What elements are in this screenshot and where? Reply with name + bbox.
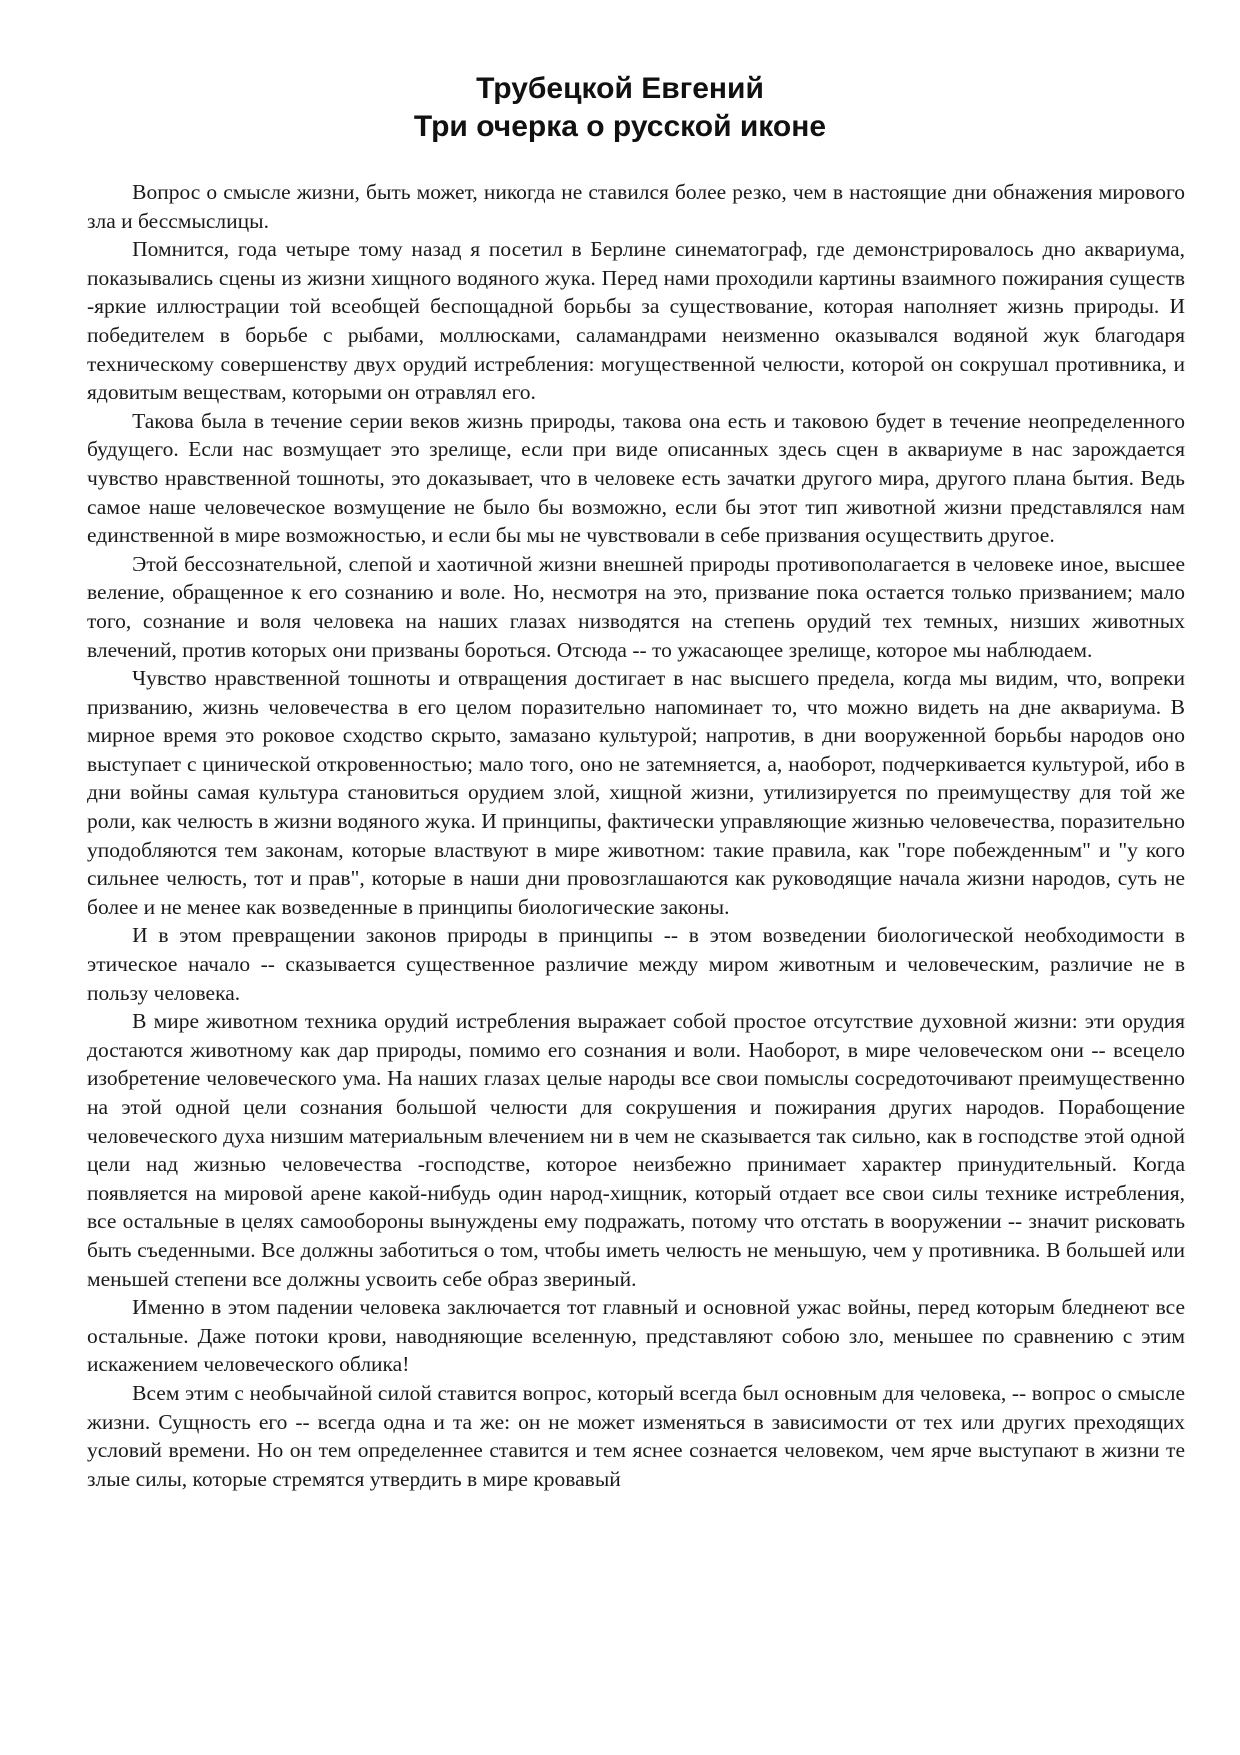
paragraph: Чувство нравственной тошноты и отвращения достигает в нас высшего предела, когда мы видим, что, вопреки призванию, жизнь человечества в его целом поразительно напоминает то, что можно видеть на дне аквариума. В мирное время это роковое сходство скрыто, замазано культурой; напротив, в дни вооруженной борьбы народов оно выступает с цинической откровенностью; мало того, оно не затемняется, а, наоборот, подчеркивается культурой, ибо в дни войны самая культура становиться орудием злой, хищной жизни, утилизируется по преимуществу для той же роли, как челюсть в жизни водяного жука. И принципы, фактически управляющие жизнью человечества, поразительно уподобляются тем законам, которые властвуют в мире животном: такие правила, как "горе побежденным" и "у кого сильнее челюсть, тот и прав", которые в наши дни провозглашаются как руководящие начала жизни народов, суть не более и не менее как возведенные в принципы биологические законы. (87, 666, 1185, 919)
paragraph: Этой бессознательной, слепой и хаотичной жизни внешней природы противополагается в человеке иное, высшее веление, обращенное к его сознанию и воле. Но, несмотря на это, призвание пока остается только призванием; мало того, сознание и воля человека на наших глазах низводятся на степень орудий тех темных, низших животных влечений, против которых они призваны бороться. Отсюда -- то ужасающее зрелище, которое мы наблюдаем. (87, 551, 1185, 662)
body-text (87, 178, 1185, 1493)
paragraph: И в этом превращении законов природы в принципы -- в этом возведении биологической необходимости в этическое начало -- сказывается существенное различие между миром животным и человеческим, различие не в пользу человека. (87, 923, 1185, 1005)
paragraph: В мире животном техника орудий истребления выражает собой простое отсутствие духовной жизни: эти орудия достаются животному как дар природы, помимо его сознания и воли. Наоборот, в мире человеческом они -- всецело изобретение человеческого ума. На наших глазах целые народы все свои помыслы сосредоточивают преимущественно на этой одной цели сознания большой челюсти для сокрушения и пожирания других народов. Порабощение человеческого духа низшим материальным влечением ни в чем не сказывается так сильно, как в господстве этой одной цели над жизнью человечества -господстве, которое неизбежно принимает характер принудительный. Когда появляется на мировой арене какой-нибудь один народ-хищник, который отдает все свои силы технике истребления, все остальные в целях самообороны вынуждены ему подражать, потому что отстать в вооружении -- значит рисковать быть съеденными. Все должны заботиться о том, чтобы иметь челюсть не меньшую, чем у противника. В большей или меньшей степени все должны усвоить себе образ звериный. (87, 1009, 1185, 1291)
paragraph: Вопрос о смысле жизни, быть может, никогда не ставился более резко, чем в настоящие дни обнажения мирового зла и бессмыслицы. (87, 180, 1185, 233)
document-title: Три очерка о русской иконе (413, 110, 827, 143)
author-name: Трубецкой Евгений (476, 72, 764, 105)
paragraph: Всем этим с необычайной силой ставится вопрос, который всегда был основным для человека, -- вопрос о смысле жизни. Сущность его -- всегда одна и та же: он не может изменяться в зависимости от тех или других преходящих условий времени. Но он тем определеннее ставится и тем яснее сознается человеком, чем ярче выступают в жизни те злые силы, которые стремятся утвердить в мире кровавый (87, 1380, 1185, 1491)
paragraph: Такова была в течение серии веков жизнь природы, такова она есть и таковою будет в течение неопределенного будущего. Если нас возмущает это зрелище, если при виде описанных здесь сцен в аквариуме в нас зарождается чувство нравственной тошноты, это доказывает, что в человеке есть зачатки другого мира, другого плана бытия. Ведь самое наше человеческое возмущение не было бы возможно, если бы этот тип животной жизни представлялся нам единственной в мире возможностью, и если бы мы не чувствовали в себе призвания осуществить другое. (87, 408, 1185, 548)
title-block (0, 70, 1240, 146)
paragraph: Именно в этом падении человека заключается тот главный и основной ужас войны, перед которым бледнеют все остальные. Даже потоки крови, наводняющие вселенную, представляют собою зло, меньшее по сравнению с этим искажением человеческого облика! (87, 1295, 1185, 1377)
paragraph: Помнится, года четыре тому назад я посетил в Берлине синематограф, где демонстрировалось дно аквариума, показывались сцены из жизни хищного водяного жука. Перед нами проходили картины взаимного пожирания существ -яркие иллюстрации той всеобщей беспощадной борьбы за существование, которая наполняет жизнь природы. И победителем в борьбе с рыбами, моллюсками, саламандрами неизменно оказывался водяной жук благодаря техническому совершенству двух орудий истребления: могущественной челюсти, которой он сокрушал противника, и ядовитым веществам, которыми он отравлял его. (87, 237, 1185, 405)
